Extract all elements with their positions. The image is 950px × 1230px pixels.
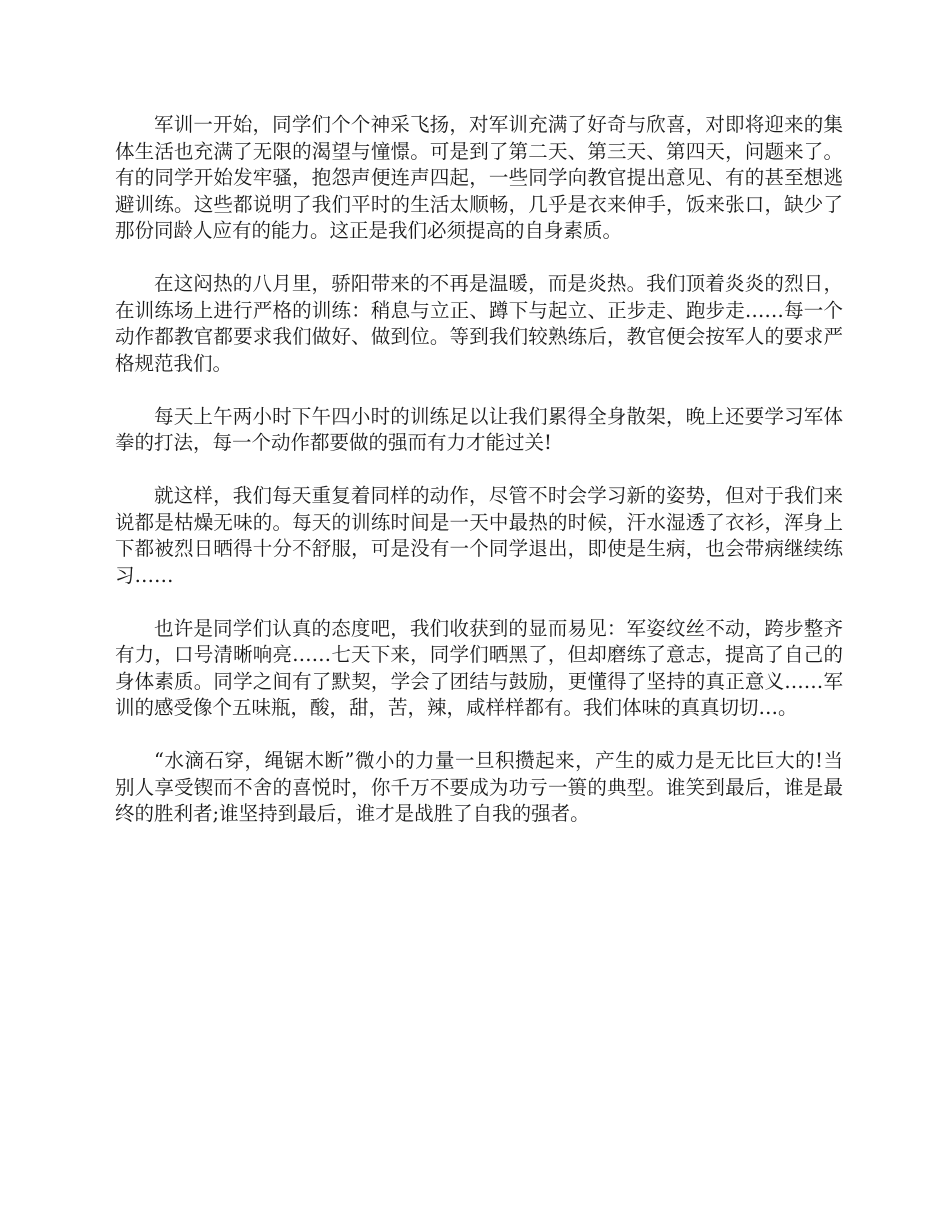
paragraph-5: 也许是同学们认真的态度吧，我们收获到的显而易见：军姿纹丝不动，跨步整齐有力，口号清晰响亮……七天下来，同学们晒黑了，但却磨练了意志，提高了自己的身体素质。同学之间有了默契，学会了团结与鼓励，更懂得了坚持的真正意义……军训的感受像个五味瓶，酸，甜，苦，辣，咸样样都有。我们体味的真真切切…。	[115, 616, 843, 719]
paragraph-3: 每天上午两小时下午四小时的训练足以让我们累得全身散架，晚上还要学习军体拳的打法，每一个动作都要做的强而有力才能过关!	[115, 404, 843, 454]
paragraph-2: 在这闷热的八月里，骄阳带来的不再是温暖，而是炎热。我们顶着炎炎的烈日，在训练场上进行严格的训练：稍息与立正、蹲下与起立、正步走、跑步走……每一个动作都教官都要求我们做好、做到位。等到我们较熟练后，教官便会按军人的要求严格规范我们。	[115, 272, 843, 375]
document-body	[115, 112, 843, 854]
paragraph-1: 军训一开始，同学们个个神采飞扬，对军训充满了好奇与欣喜，对即将迎来的集体生活也充满了无限的渴望与憧憬。可是到了第二天、第三天、第四天，问题来了。有的同学开始发牢骚，抱怨声便连声四起，一些同学向教官提出意见、有的甚至想逃避训练。这些都说明了我们平时的生活太顺畅，几乎是衣来伸手，饭来张口，缺少了那份同龄人应有的能力。这正是我们必须提高的自身素质。	[115, 113, 843, 242]
paragraph-4: 就这样，我们每天重复着同样的动作，尽管不时会学习新的姿势，但对于我们来说都是枯燥无味的。每天的训练时间是一天中最热的时候，汗水湿透了衣衫，浑身上下都被烈日晒得十分不舒服，可是没有一个同学退出，即使是生病，也会带病继续练习……	[115, 484, 843, 587]
paragraph-6: “水滴石穿，绳锯木断”微小的力量一旦积攒起来，产生的威力是无比巨大的!当别人享受锲而不舍的喜悦时，你千万不要成为功亏一篑的典型。谁笑到最后，谁是最终的胜利者;谁坚持到最后，谁才是战胜了自我的强者。	[115, 749, 843, 825]
